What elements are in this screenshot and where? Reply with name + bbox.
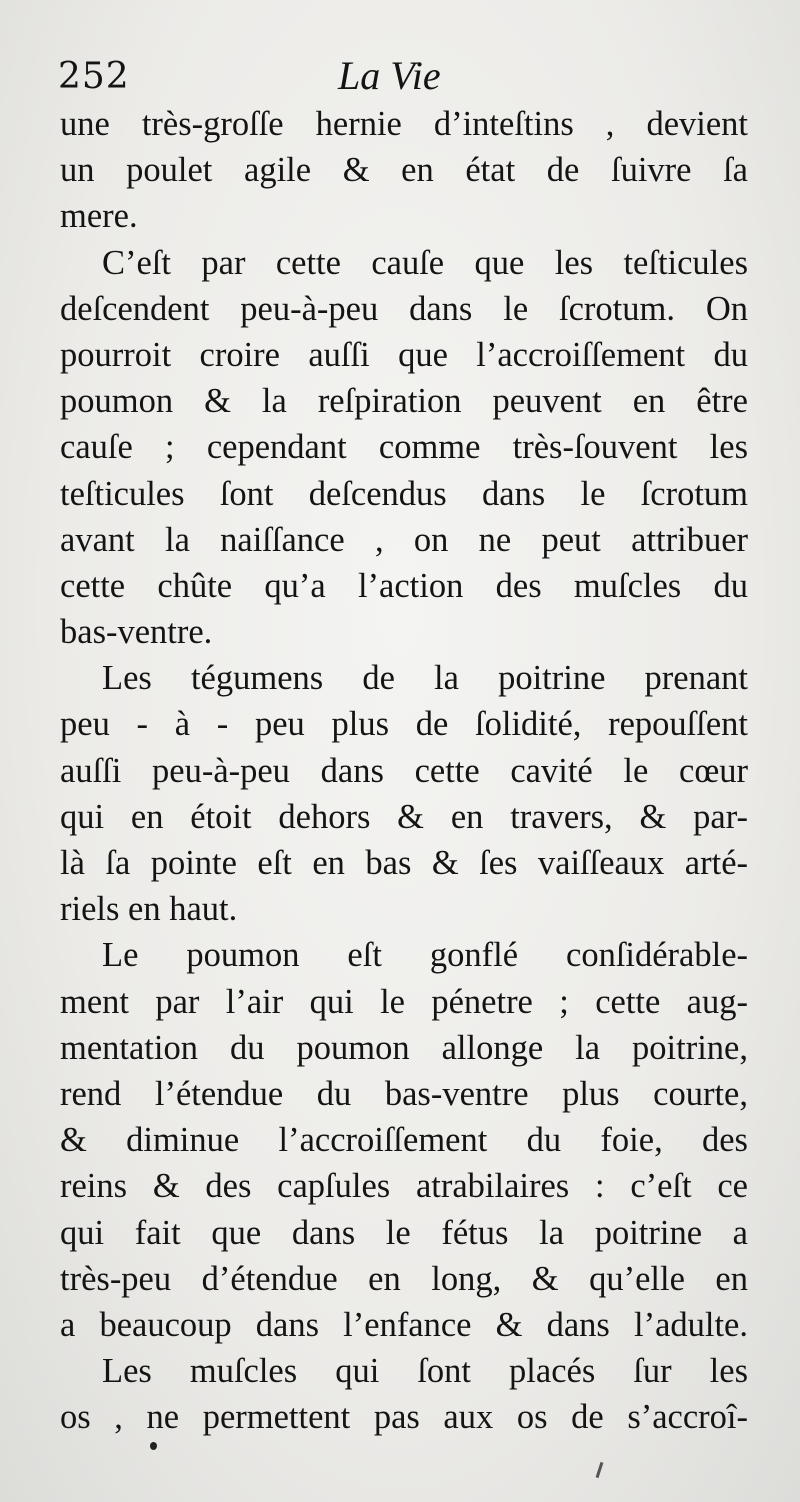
text-line: reins & des capſules atrabilaires : c’eſt ce [60, 1167, 748, 1206]
text-line: Les muſcles qui ſont placés ſur les [102, 1352, 748, 1391]
text-line: une très-groſſe hernie d’inteſtins , devient [60, 105, 748, 143]
text-line: auſſi peu-à-peu dans cette cavité le cœur [60, 751, 748, 790]
text-line: ment par l’air qui le pénetre ; cette aug- [60, 982, 748, 1021]
text-line: un poulet agile & en état de ſuivre ſa [60, 151, 748, 190]
text-line: peu - à - peu plus de ſolidité, repouſſent [60, 705, 748, 744]
text-line: Les tégumens de la poitrine prenant [102, 659, 748, 698]
body-text [60, 101, 748, 1440]
text-line: bas-ventre. [60, 613, 213, 652]
text-line: rend l’étendue du bas-ventre plus courte, [60, 1074, 748, 1113]
text-line: très-peu d’étendue en long, & qu’elle en [60, 1259, 748, 1298]
text-line: os , ne permettent pas aux os de s’accroî- [60, 1398, 748, 1437]
text-line: cauſe ; cependant comme très-ſouvent les [60, 428, 748, 467]
ink-mark [596, 1462, 604, 1478]
text-line: C’eſt par cette cauſe que les teſticules [102, 243, 748, 282]
text-line: mere. [60, 197, 138, 236]
page-header [58, 50, 748, 100]
text-line: deſcendent peu-à-peu dans le ſcrotum. On [60, 289, 748, 328]
text-line: teſticules ſont deſcendus dans le ſcrotum [60, 474, 748, 513]
text-line: Le poumon eſt gonflé conſidérable- [102, 936, 748, 975]
ink-speck [150, 1442, 157, 1450]
text-line: là ſa pointe eſt en bas & ſes vaiſſeaux arté- [60, 844, 748, 882]
text-line: & diminue l’accroiſſement du foie, des [60, 1121, 748, 1160]
text-line: riels en haut. [60, 890, 238, 929]
text-line: a beaucoup dans l’enfance & dans l’adulte. [60, 1305, 748, 1344]
running-title: La Vie [338, 53, 441, 98]
text-line: qui fait que dans le fétus la poitrine a [60, 1213, 748, 1252]
page-number: 252 [58, 56, 130, 97]
text-line: mentation du poumon allonge la poitrine, [60, 1028, 748, 1067]
text-line: poumon & la reſpiration peuvent en être [60, 382, 748, 421]
text-line: avant la naiſſance , on ne peut attribuer [60, 520, 748, 559]
text-line: pourroit croire auſſi que l’accroiſſement du [60, 335, 748, 374]
text-line: cette chûte qu’a l’action des muſcles du [60, 566, 748, 605]
text-line: qui en étoit dehors & en travers, & par- [60, 797, 748, 836]
